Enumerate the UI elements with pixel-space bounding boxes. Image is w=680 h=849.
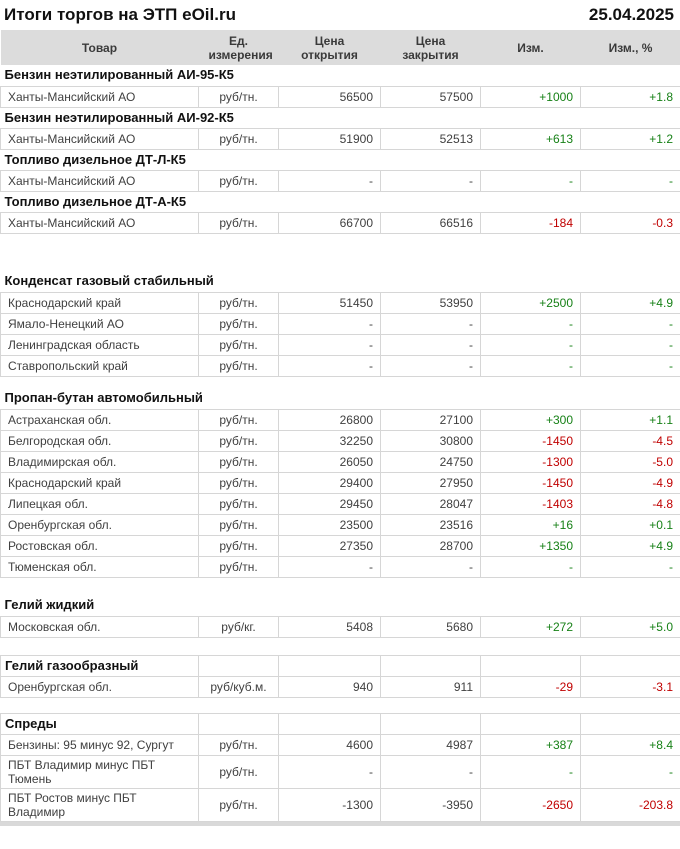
- section-header-row: [1, 149, 680, 170]
- data-row: [1, 616, 680, 637]
- page-title: Итоги торгов на ЭТП eOil.ru: [4, 5, 236, 24]
- section-empty-cell: [481, 713, 581, 734]
- trading-results-table: [0, 30, 680, 822]
- data-row: [1, 734, 680, 755]
- change-pct-cell: -: [581, 170, 680, 191]
- section-title-cell: Спреды: [1, 713, 199, 734]
- section-header-row: [1, 713, 680, 734]
- change-cell: -29: [481, 676, 581, 697]
- change-pct-cell: -: [581, 334, 680, 355]
- data-row: [1, 514, 680, 535]
- change-pct-cell: +1.1: [581, 409, 680, 430]
- unit-cell: руб/тн.: [199, 755, 279, 788]
- spacer-cell: [1, 577, 680, 595]
- col-header-unit: Ед. измерения: [199, 30, 279, 65]
- close-price-cell: 30800: [381, 430, 481, 451]
- data-row: [1, 355, 680, 376]
- open-price-cell: -1300: [279, 788, 381, 821]
- product-cell: ПБТ Ростов минус ПБТ Владимир: [1, 788, 199, 821]
- close-price-cell: -: [381, 755, 481, 788]
- spacer-cell: [1, 233, 680, 271]
- open-price-cell: 29400: [279, 472, 381, 493]
- close-price-cell: 24750: [381, 451, 481, 472]
- change-cell: +1350: [481, 535, 581, 556]
- change-cell: -: [481, 755, 581, 788]
- open-price-cell: 56500: [279, 86, 381, 107]
- section-title-cell: Гелий газообразный: [1, 655, 199, 676]
- unit-cell: руб/тн.: [199, 212, 279, 233]
- open-price-cell: -: [279, 313, 381, 334]
- change-cell: -: [481, 355, 581, 376]
- spacer-cell: [1, 376, 680, 388]
- open-price-cell: 32250: [279, 430, 381, 451]
- data-row: [1, 451, 680, 472]
- unit-cell: руб/тн.: [199, 472, 279, 493]
- data-row: [1, 86, 680, 107]
- open-price-cell: -: [279, 355, 381, 376]
- close-price-cell: 5680: [381, 616, 481, 637]
- unit-cell: руб/тн.: [199, 409, 279, 430]
- data-row: [1, 170, 680, 191]
- product-cell: Ленинградская область: [1, 334, 199, 355]
- unit-cell: руб/тн.: [199, 535, 279, 556]
- open-price-cell: 26050: [279, 451, 381, 472]
- change-cell: +16: [481, 514, 581, 535]
- product-cell: Владимирская обл.: [1, 451, 199, 472]
- unit-cell: руб/тн.: [199, 313, 279, 334]
- product-cell: Ханты-Мансийский АО: [1, 212, 199, 233]
- section-header-row: [1, 388, 680, 409]
- unit-cell: руб/тн.: [199, 430, 279, 451]
- spacer-cell: [1, 697, 680, 713]
- unit-cell: руб/тн.: [199, 355, 279, 376]
- col-header-change: Изм.: [481, 30, 581, 65]
- open-price-cell: 29450: [279, 493, 381, 514]
- close-price-cell: 23516: [381, 514, 481, 535]
- section-empty-cell: [381, 655, 481, 676]
- close-price-cell: -3950: [381, 788, 481, 821]
- spacer-row: [1, 577, 680, 595]
- change-pct-cell: -4.9: [581, 472, 680, 493]
- change-cell: -1300: [481, 451, 581, 472]
- unit-cell: руб/тн.: [199, 788, 279, 821]
- product-cell: Бензины: 95 минус 92, Сургут: [1, 734, 199, 755]
- data-row: [1, 334, 680, 355]
- close-price-cell: 57500: [381, 86, 481, 107]
- change-pct-cell: -: [581, 355, 680, 376]
- change-pct-cell: +4.9: [581, 535, 680, 556]
- data-row: [1, 676, 680, 697]
- open-price-cell: 27350: [279, 535, 381, 556]
- section-empty-cell: [199, 713, 279, 734]
- section-header-row: [1, 595, 680, 616]
- close-price-cell: 27950: [381, 472, 481, 493]
- col-header-product: Товар: [1, 30, 199, 65]
- change-pct-cell: +5.0: [581, 616, 680, 637]
- spacer-cell: [1, 637, 680, 655]
- product-cell: Ямало-Ненецкий АО: [1, 313, 199, 334]
- section-title-cell: Топливо дизельное ДТ-Л-К5: [4, 151, 186, 167]
- open-price-cell: -: [279, 755, 381, 788]
- data-row: [1, 493, 680, 514]
- product-cell: Ханты-Мансийский АО: [1, 170, 199, 191]
- data-row: [1, 409, 680, 430]
- close-price-cell: -: [381, 170, 481, 191]
- open-price-cell: -: [279, 556, 381, 577]
- product-cell: Оренбургская обл.: [1, 676, 199, 697]
- data-row: [1, 430, 680, 451]
- results-table-body: [1, 65, 680, 821]
- unit-cell: руб/тн.: [199, 334, 279, 355]
- report-date: 25.04.2025: [588, 5, 674, 24]
- close-price-cell: 28700: [381, 535, 481, 556]
- data-row: [1, 212, 680, 233]
- close-price-cell: -: [381, 313, 481, 334]
- section-title-cell: Гелий жидкий: [4, 597, 95, 613]
- change-pct-cell: -3.1: [581, 676, 680, 697]
- product-cell: Оренбургская обл.: [1, 514, 199, 535]
- data-row: [1, 128, 680, 149]
- product-cell: Липецкая обл.: [1, 493, 199, 514]
- change-pct-cell: -0.3: [581, 212, 680, 233]
- change-cell: -184: [481, 212, 581, 233]
- section-title-cell: Топливо дизельное ДТ-А-К5: [4, 193, 187, 209]
- change-cell: +613: [481, 128, 581, 149]
- unit-cell: руб/тн.: [199, 556, 279, 577]
- section-header-row: [1, 107, 680, 128]
- open-price-cell: -: [279, 170, 381, 191]
- close-price-cell: 911: [381, 676, 481, 697]
- change-pct-cell: +1.8: [581, 86, 680, 107]
- data-row: [1, 292, 680, 313]
- change-cell: +300: [481, 409, 581, 430]
- change-pct-cell: -: [581, 313, 680, 334]
- change-cell: +387: [481, 734, 581, 755]
- section-header-row: [1, 65, 680, 86]
- change-pct-cell: -4.8: [581, 493, 680, 514]
- spacer-row: [1, 376, 680, 388]
- product-cell: ПБТ Владимир минус ПБТ Тюмень: [1, 755, 199, 788]
- unit-cell: руб/тн.: [199, 292, 279, 313]
- col-header-close-price: Цена закрытия: [381, 30, 481, 65]
- unit-cell: руб/тн.: [199, 493, 279, 514]
- col-header-open-price: Цена открытия: [279, 30, 381, 65]
- section-empty-cell: [279, 713, 381, 734]
- close-price-cell: -: [381, 334, 481, 355]
- section-title-cell: Пропан-бутан автомобильный: [4, 390, 203, 406]
- change-pct-cell: +4.9: [581, 292, 680, 313]
- change-cell: -: [481, 556, 581, 577]
- change-cell: -1450: [481, 430, 581, 451]
- open-price-cell: 26800: [279, 409, 381, 430]
- change-pct-cell: -: [581, 755, 680, 788]
- table-header: [1, 30, 680, 65]
- section-empty-cell: [199, 655, 279, 676]
- product-cell: Астраханская обл.: [1, 409, 199, 430]
- unit-cell: руб/куб.м.: [199, 676, 279, 697]
- unit-cell: руб/тн.: [199, 128, 279, 149]
- change-cell: -: [481, 170, 581, 191]
- product-cell: Московская обл.: [1, 616, 199, 637]
- open-price-cell: 4600: [279, 734, 381, 755]
- section-header-row: [1, 271, 680, 292]
- product-cell: Белгородская обл.: [1, 430, 199, 451]
- section-empty-cell: [481, 655, 581, 676]
- section-empty-cell: [581, 655, 680, 676]
- open-price-cell: -: [279, 334, 381, 355]
- data-row: [1, 472, 680, 493]
- change-pct-cell: -5.0: [581, 451, 680, 472]
- spacer-row: [1, 637, 680, 655]
- change-pct-cell: -4.5: [581, 430, 680, 451]
- change-cell: +272: [481, 616, 581, 637]
- close-price-cell: -: [381, 556, 481, 577]
- change-cell: -: [481, 334, 581, 355]
- spacer-row: [1, 233, 680, 271]
- change-cell: +2500: [481, 292, 581, 313]
- product-cell: Краснодарский край: [1, 472, 199, 493]
- product-cell: Ханты-Мансийский АО: [1, 86, 199, 107]
- close-price-cell: 66516: [381, 212, 481, 233]
- product-cell: Ростовская обл.: [1, 535, 199, 556]
- change-pct-cell: +8.4: [581, 734, 680, 755]
- change-cell: -2650: [481, 788, 581, 821]
- section-empty-cell: [381, 713, 481, 734]
- change-pct-cell: -203.8: [581, 788, 680, 821]
- section-empty-cell: [581, 713, 680, 734]
- open-price-cell: 5408: [279, 616, 381, 637]
- bottom-strip: [0, 822, 680, 826]
- unit-cell: руб/тн.: [199, 451, 279, 472]
- data-row: [1, 755, 680, 788]
- change-pct-cell: +0.1: [581, 514, 680, 535]
- change-cell: -1450: [481, 472, 581, 493]
- open-price-cell: 51900: [279, 128, 381, 149]
- change-pct-cell: +1.2: [581, 128, 680, 149]
- data-row: [1, 313, 680, 334]
- close-price-cell: 52513: [381, 128, 481, 149]
- change-cell: +1000: [481, 86, 581, 107]
- title-bar: [0, 0, 680, 30]
- section-empty-cell: [279, 655, 381, 676]
- change-cell: -: [481, 313, 581, 334]
- spacer-row: [1, 697, 680, 713]
- col-header-change-pct: Изм., %: [581, 30, 680, 65]
- open-price-cell: 51450: [279, 292, 381, 313]
- section-title-cell: Бензин неэтилированный АИ-95-К5: [4, 67, 234, 83]
- close-price-cell: 4987: [381, 734, 481, 755]
- unit-cell: руб/тн.: [199, 514, 279, 535]
- section-title-cell: Бензин неэтилированный АИ-92-К5: [4, 109, 234, 125]
- open-price-cell: 23500: [279, 514, 381, 535]
- product-cell: Тюменская обл.: [1, 556, 199, 577]
- unit-cell: руб/тн.: [199, 170, 279, 191]
- product-cell: Ханты-Мансийский АО: [1, 128, 199, 149]
- section-title-cell: Конденсат газовый стабильный: [4, 273, 214, 289]
- close-price-cell: 28047: [381, 493, 481, 514]
- data-row: [1, 556, 680, 577]
- change-pct-cell: -: [581, 556, 680, 577]
- product-cell: Краснодарский край: [1, 292, 199, 313]
- unit-cell: руб/тн.: [199, 734, 279, 755]
- open-price-cell: 66700: [279, 212, 381, 233]
- close-price-cell: -: [381, 355, 481, 376]
- unit-cell: руб/тн.: [199, 86, 279, 107]
- close-price-cell: 27100: [381, 409, 481, 430]
- close-price-cell: 53950: [381, 292, 481, 313]
- data-row: [1, 535, 680, 556]
- data-row: [1, 788, 680, 821]
- product-cell: Ставропольский край: [1, 355, 199, 376]
- section-header-row: [1, 655, 680, 676]
- change-cell: -1403: [481, 493, 581, 514]
- unit-cell: руб/кг.: [199, 616, 279, 637]
- open-price-cell: 940: [279, 676, 381, 697]
- section-header-row: [1, 191, 680, 212]
